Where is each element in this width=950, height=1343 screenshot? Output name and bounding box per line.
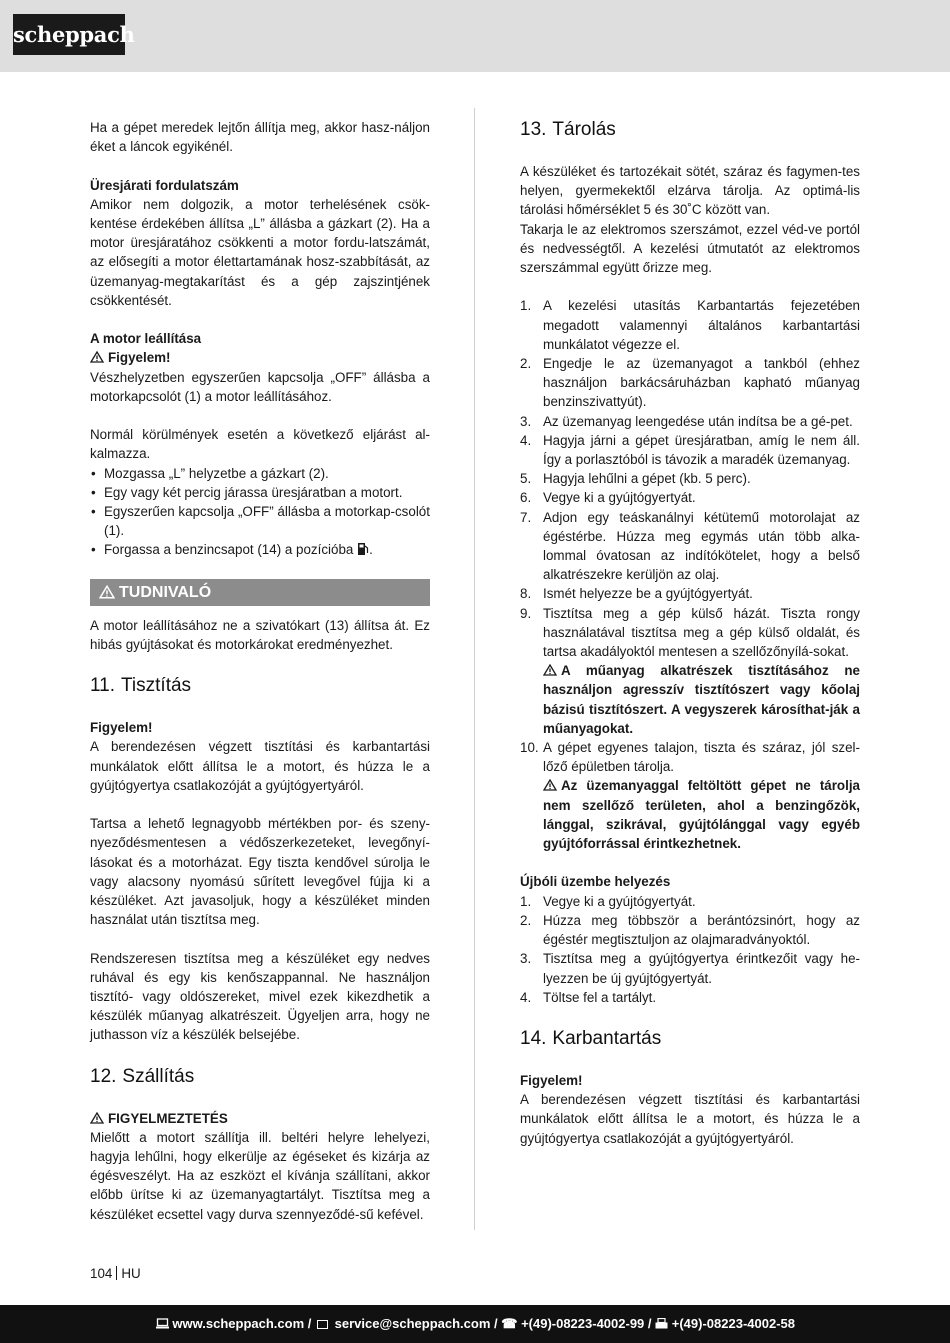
warning-icon: [90, 351, 104, 363]
intro-text: Ha a gépet meredek lejtőn állítja meg, akkor hasz-náljon éket a láncok egyikénél.: [90, 120, 430, 155]
fuel-off-icon: [357, 542, 369, 556]
header-band: [0, 0, 950, 72]
stop-text: Vészhelyzetben egyszerűen kapcsolja „OFF” állásba a motorkapcsolót (1) a motor leállításához.: [90, 369, 430, 404]
phone-icon: ☎: [501, 1316, 518, 1331]
stop-warning: [90, 348, 430, 367]
email-icon: [317, 1320, 328, 1329]
section-11-paragraph: A berendezésen végzett tisztítási és karbantartási munkálatok előtt állítsa le a motort, és húzza le a gyújtógyertya csatlakozóját a gyújtógyertyáról.: [90, 739, 430, 793]
list-item: 1. A kezelési utasítás Karbantartás fejezetében megadott valamennyi általános karbantartási munkálatot végezze el.: [520, 298, 860, 352]
list-item: 8. Ismét helyezze be a gyújtógyertyát.: [520, 586, 753, 602]
computer-icon: [156, 1318, 169, 1329]
list-item: 2. Húzza meg többször a berántózsinórt, hogy az égéstér megtisztuljon az olajmaradványoktól.: [520, 912, 860, 948]
warning-icon: [90, 1112, 104, 1124]
list-item: 10. A gépet egyenes talajon, tiszta és száraz, jól szel-lőző épületben tárolja. Az üzemanyaggal feltöltött gépet ne tárolja nem szellőző területen, ahol a benzingőzök, lánggal, szikrával, gyújtólánggal vagy egyéb gyújtóforrással érintkezhetnek.: [520, 738, 860, 853]
column-divider: [474, 108, 475, 1230]
scheppach-logo: scheppach: [13, 14, 125, 55]
list-item: 4. Töltse fel a tartályt.: [520, 989, 657, 1005]
notice-bar: [90, 579, 430, 606]
list-item: 7. Adjon egy teáskanálnyi kétütemű motorolajat az égéstérbe. Húzza meg egymás után több alka-lommal óvatosan az indítókötelet, hogy a belső alkatrészekre kerüljön az olaj.: [520, 509, 860, 583]
list-item: • Egy vagy két percig járassa üresjáratban a motort.: [90, 483, 430, 502]
footer-email[interactable]: service@scheppach.com /: [334, 1316, 498, 1331]
section-12-heading: 12. Szállítás: [90, 1065, 195, 1087]
stop-title: A motor leállítása: [90, 331, 202, 347]
section-14-attention: Figyelem!: [520, 1072, 583, 1088]
footer-web[interactable]: www.scheppach.com /: [172, 1316, 312, 1331]
list-item: • Mozgassa „L” helyzetbe a gázkart (2).: [90, 464, 430, 483]
fax-icon: [655, 1318, 668, 1329]
section-11-paragraph: Rendszeresen tisztítsa meg a készüléket egy nedves ruhával és egy kis kenőszappannal. Ne használjon tisztító- vagy oldószereket, mivel ezek kikezdhetik a készülék műanyag alkatrészeit. Ügyeljen arra, hogy ne juthasson víz a készülék belsejébe.: [90, 950, 430, 1043]
footer-contact-bar: [0, 1305, 950, 1343]
page-language: HU: [121, 1266, 141, 1281]
footer-phone: +(49)-08223-4002-99 /: [521, 1316, 652, 1331]
left-column: [90, 118, 430, 1224]
stop-warning-label: Figyelem!: [108, 350, 171, 366]
list-item: • Forgassa a benzincsapot (14) a pozícióba .: [90, 540, 430, 559]
list-item: 1. Vegye ki a gyújtógyertyát.: [520, 893, 696, 909]
list-item: 6. Vegye ki a gyújtógyertyát.: [520, 490, 696, 506]
warning-icon: [543, 779, 557, 791]
section-12-text: Mielőtt a motort szállítja ill. beltéri helyre lehelyezi, hagyja lehűlni, hogy elkerülje az égéseket és kizárja az égésveszélyt. Ha az eszközt el kívánja szállítani, akkor előbb ürítse ki az üzemanyagtartályt. Tisztítsa meg a készüléket ecsettel vagy durva szennyeződé-sű kefével.: [90, 1129, 430, 1222]
section-12-warning-label: FIGYELMEZTETÉS: [108, 1110, 228, 1126]
warning-icon: [99, 585, 115, 599]
section-14-heading: 14. Karbantartás: [520, 1027, 662, 1049]
list-item: 9. Tisztítsa meg a gép külső házát. Tiszta rongy használatával tisztítsa meg a gép külső oldalát, és tartsa akadályoktól mentesen a szellőzőnyílá-sokat. A műanyag alkatrészek tisztításához ne használjon agresszív tisztítószert vagy kőolaj bázisú tisztítószert. A vegyszerek károsíthat-ják a műanyagokat.: [520, 604, 860, 738]
page-number-separator: [116, 1266, 117, 1280]
idle-text: Amikor nem dolgozik, a motor terhelésének csök-kentése érdekében állítsa „L” állásba a gázkart (2). Ha a motor üresjáratához csökkenti a motor fordu-latszámát, az elősegíti a motor élettartamának hosz-szabbítását, az üzemanyag-megtakarítást és a gép zajszintjének csökkentését.: [90, 196, 430, 308]
section-13-heading: 13. Tárolás: [520, 119, 616, 140]
list-item: 4. Hagyja járni a gépet üresjáratban, amíg le nem áll. Így a porlasztóból is távozik a maradék üzemanyag.: [520, 432, 860, 468]
stop-bullets: [90, 464, 430, 560]
list-item-text: Forgassa a benzincsapot (14) a pozícióba: [104, 542, 354, 558]
warning-icon: [543, 664, 557, 676]
storage-steps: [520, 296, 860, 853]
page-number: [90, 1265, 141, 1283]
list-item: • Egyszerűen kapcsolja „OFF” állásba a motorkap-csolót (1).: [90, 502, 430, 540]
list-item: 3. Tisztítsa meg a gyújtógyertya érintkezőit vagy he-lyezzen be új gyújtógyertyát.: [520, 951, 860, 986]
restart-steps: [520, 892, 860, 1007]
notice-label: TUDNIVALÓ: [119, 583, 212, 601]
section-13-paragraph: Takarja le az elektromos szerszámot, ezzel véd-ve portól és nedvességtől. A kezelési útmutatót az elektromos szerszámmal együtt őrizze meg.: [520, 221, 860, 276]
section-13-paragraph: A készüléket és tartozékait sötét, száraz és fagymen-tes helyen, gyermekektől elzárva tárolja. Az optimá-lis tárolási hőmérséklet 5 és 30˚C között van.: [520, 164, 860, 218]
step-9-warning: A műanyag alkatrészek tisztításához ne használjon agresszív tisztítószert vagy kőolaj bázisú tisztítószert. A vegyszerek károsíthat-ják a műanyagokat.: [543, 663, 860, 736]
idle-title: Üresjárati fordulatszám: [90, 177, 239, 193]
section-11-paragraph: Tartsa a lehető legnagyobb mértékben por- és szeny-nyeződésmentesen a védőszerkezeteket, levegőnyí-lásokat és a motorházat. Egy tiszta kendővel súrolja le vagy alacsony nyomású sűrített levegővel fújja ki a készüléket. Azt javasoljuk, hogy a készüléket minden használat után tisztítsa meg.: [90, 816, 430, 928]
restart-title: Újbóli üzembe helyezés: [520, 874, 671, 890]
section-12-warning: [90, 1109, 430, 1128]
page-number-value: 104: [90, 1266, 113, 1281]
step-10-warning: Az üzemanyaggal feltöltött gépet ne tárolja nem szellőző területen, ahol a benzingőzök, lánggal, szikrával, gyújtólánggal vagy egyéb gyújtóforrással érintkezhetnek.: [543, 778, 860, 852]
normal-text: Normál körülmények esetén a következő eljárást al-kalmazza.: [90, 427, 430, 462]
footer-fax: +(49)-08223-4002-58: [671, 1316, 795, 1331]
section-11-attention: Figyelem!: [90, 720, 153, 736]
list-item: 2. Engedje le az üzemanyagot a tankból (ehhez használjon barkácsáruházban kapható műanyag benzinszivattyút).: [520, 356, 860, 410]
section-11-heading: 11. Tisztítás: [90, 675, 192, 697]
notice-text: A motor leállításához ne a szivatókart (13) állítsa át. Ez hibás gyújtásokat és motorkárokat eredményezhet.: [90, 617, 430, 653]
list-item: 5. Hagyja lehűlni a gépet (kb. 5 perc).: [520, 471, 751, 487]
list-item: 3. Az üzemanyag leengedése után indítsa be a gé-pet.: [520, 413, 853, 429]
section-14-text: A berendezésen végzett tisztítási és karbantartási munkálatok előtt állítsa le a motort, és húzza le a gyújtógyertya csatlakozóját a gyújtógyertyáról.: [520, 1092, 860, 1146]
right-column: [520, 118, 860, 1148]
